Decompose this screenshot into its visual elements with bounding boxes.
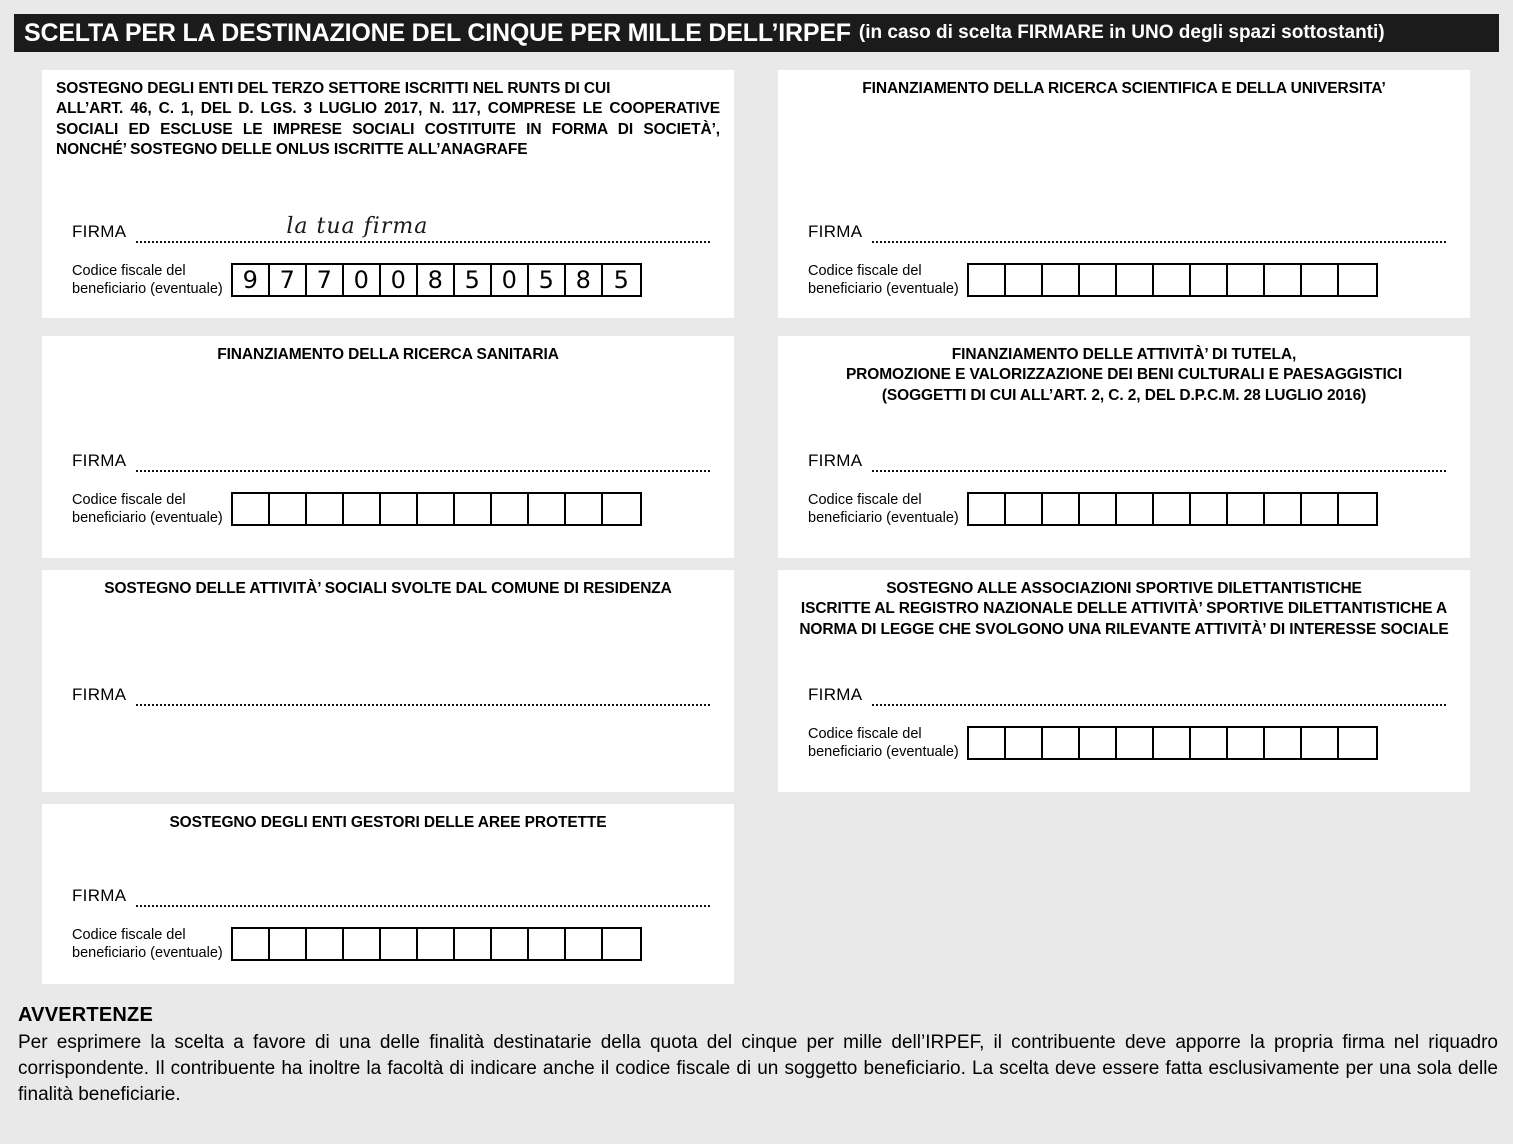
title-line-1: FINANZIAMENTO DELLA RICERCA SANITARIA (217, 346, 559, 363)
cf-cell[interactable] (344, 494, 381, 524)
cf-cell[interactable]: 5 (613, 266, 629, 295)
cf-cell[interactable]: 5 (529, 265, 566, 295)
cf-cell[interactable] (307, 494, 344, 524)
cf-cell[interactable] (1043, 265, 1080, 295)
firma-label: FIRMA (72, 451, 127, 470)
cf-cell[interactable] (1302, 728, 1339, 758)
firma-label: FIRMA (72, 222, 127, 241)
title-line-1: SOSTEGNO DEGLI ENTI DEL TERZO SETTORE ISCRITTI NEL RUNTS DI CUI (56, 80, 611, 97)
cf-row-associazioni-sportive[interactable] (808, 725, 1378, 761)
signature-line[interactable] (136, 889, 710, 907)
firma-label: FIRMA (72, 886, 127, 905)
cf-cell[interactable] (1339, 494, 1376, 524)
cf-label (72, 926, 231, 962)
choice-box-ricerca-sanitaria[interactable] (42, 336, 734, 558)
choice-box-beni-culturali[interactable] (778, 336, 1470, 558)
cf-cell[interactable] (1080, 265, 1117, 295)
choice-box-ricerca-scientifica[interactable] (778, 70, 1470, 318)
cf-cell[interactable] (1228, 265, 1265, 295)
avvertenze-title: AVVERTENZE (18, 1004, 153, 1026)
cf-cell[interactable]: 8 (566, 265, 603, 295)
firma-label: FIRMA (808, 685, 863, 704)
avvertenze-section (18, 1004, 1498, 1109)
choice-title-terzo-settore (42, 70, 734, 161)
cf-cell[interactable] (270, 929, 307, 959)
cf-cell[interactable]: 0 (381, 265, 418, 295)
cf-cell[interactable]: 0 (344, 265, 381, 295)
cf-cell[interactable] (1006, 494, 1043, 524)
cf-label (808, 491, 967, 527)
cf-cell[interactable] (1117, 265, 1154, 295)
cf-label-line-2: beneficiario (eventuale) (72, 945, 223, 962)
cf-cell[interactable] (1302, 265, 1339, 295)
cf-cell[interactable]: 7 (307, 265, 344, 295)
title-line-1: SOSTEGNO DELLE ATTIVITÀ’ SOCIALI SVOLTE DAL COMUNE DI RESIDENZA (104, 580, 672, 597)
cf-cell[interactable] (1117, 494, 1154, 524)
firma-row-comune-residenza[interactable] (72, 685, 710, 706)
cf-cell[interactable] (233, 929, 270, 959)
signature-line[interactable] (136, 214, 710, 243)
cf-cell[interactable] (270, 494, 307, 524)
cf-cell[interactable] (1154, 728, 1191, 758)
cf-cell[interactable] (1154, 265, 1191, 295)
cf-cell[interactable] (1265, 265, 1302, 295)
cf-cell[interactable] (969, 494, 1006, 524)
cf-cell[interactable] (969, 265, 1006, 295)
signature-line[interactable] (872, 225, 1446, 243)
cf-cell[interactable] (492, 494, 529, 524)
cf-label (808, 725, 967, 761)
cf-cell[interactable]: 7 (270, 265, 307, 295)
signature-line[interactable] (136, 454, 710, 472)
cf-input-ricerca-scientifica[interactable] (967, 263, 1378, 297)
firma-label: FIRMA (808, 451, 863, 470)
cf-cell[interactable] (1339, 265, 1376, 295)
cf-cell[interactable] (1043, 494, 1080, 524)
cf-cell[interactable] (381, 494, 418, 524)
title-line-1: FINANZIAMENTO DELLA RICERCA SCIENTIFICA E DELLA UNIVERSITA’ (862, 80, 1386, 97)
firma-row-aree-protette[interactable] (72, 886, 710, 907)
cf-cell[interactable] (1265, 728, 1302, 758)
cf-label (72, 491, 231, 527)
firma-label: FIRMA (808, 222, 863, 241)
choice-box-terzo-settore[interactable] (42, 70, 734, 318)
firma-row-ricerca-scientifica[interactable] (808, 222, 1446, 243)
cf-label (72, 262, 231, 298)
cf-label-line-2: beneficiario (eventuale) (808, 510, 959, 527)
cf-label (808, 262, 967, 298)
cf-cell[interactable] (233, 494, 270, 524)
cf-label-line-1: Codice fiscale del (808, 263, 922, 279)
cf-cell[interactable] (603, 929, 640, 959)
avvertenze-text: Per esprimere la scelta a favore di una delle finalità destinatarie della quota del cinque per mille dell’IRPEF, il contribuente deve apporre la propria firma nel riquadro corrispondente. Il contribuente ha inoltre la facoltà di indicare anche il codice fiscale di un soggetto beneficiario. La scelta deve essere fatta esclusivamente per una sola delle finalità beneficiarie. (18, 1032, 1498, 1106)
cf-cell[interactable] (1080, 728, 1117, 758)
cf-label-line-2: beneficiario (eventuale) (72, 510, 223, 527)
cf-cell[interactable] (1154, 494, 1191, 524)
choice-title-ricerca-sanitaria (42, 336, 734, 365)
choice-box-aree-protette[interactable] (42, 804, 734, 984)
firma-row-ricerca-sanitaria[interactable] (72, 451, 710, 472)
cf-cell[interactable] (1228, 494, 1265, 524)
choice-title-aree-protette (42, 804, 734, 833)
cf-input-aree-protette[interactable] (231, 927, 642, 961)
cf-label-line-1: Codice fiscale del (808, 492, 922, 508)
cf-cell[interactable] (1265, 494, 1302, 524)
cf-label-line-1: Codice fiscale del (72, 492, 186, 508)
cf-cell[interactable] (344, 929, 381, 959)
cf-cell[interactable] (969, 728, 1006, 758)
cf-label-line-2: beneficiario (eventuale) (72, 281, 223, 298)
cf-cell[interactable] (1339, 728, 1376, 758)
choice-box-associazioni-sportive[interactable] (778, 570, 1470, 792)
cf-cell[interactable] (1191, 728, 1228, 758)
cf-cell[interactable]: 5 (455, 265, 492, 295)
signature-line[interactable] (136, 688, 710, 706)
title-line-3: NORMA DI LEGGE CHE SVOLGONO UNA RILEVANTE ATTIVITÀ’ DI INTERESSE SOCIALE (799, 620, 1449, 638)
cf-label-line-2: beneficiario (eventuale) (808, 281, 959, 298)
cf-cell[interactable] (1117, 728, 1154, 758)
cf-cell[interactable]: 8 (418, 265, 455, 295)
title-line-1: FINANZIAMENTO DELLE ATTIVITÀ’ DI TUTELA, (951, 346, 1297, 363)
cf-cell[interactable] (1191, 494, 1228, 524)
title-line-3: (SOGGETTI DI CUI ALL’ART. 2, C. 2, DEL D.P.C.M. 28 LUGLIO 2016) (881, 386, 1367, 404)
cf-cell[interactable] (1006, 728, 1043, 758)
title-line-3: SOCIALI ED ESCLUSE LE IMPRESE SOCIALI COSTITUITE IN FORMA DI SOCIETÀ’, (56, 120, 720, 138)
cf-cell[interactable] (455, 929, 492, 959)
firma-row-terzo-settore[interactable] (72, 214, 710, 243)
cf-input-beni-culturali[interactable] (967, 492, 1378, 526)
cf-cell[interactable] (418, 494, 455, 524)
signature-line[interactable] (872, 688, 1446, 706)
cf-input-terzo-settore[interactable] (231, 263, 642, 297)
cf-cell[interactable] (418, 929, 455, 959)
cf-row-ricerca-scientifica[interactable] (808, 262, 1378, 298)
title-line-1: SOSTEGNO ALLE ASSOCIAZIONI SPORTIVE DILETTANTISTICHE (886, 580, 1362, 597)
cf-cell[interactable] (1228, 728, 1265, 758)
cf-label-line-2: beneficiario (eventuale) (808, 744, 959, 761)
cf-cell[interactable] (1080, 494, 1117, 524)
cf-cell[interactable] (566, 494, 603, 524)
cf-input-ricerca-sanitaria[interactable] (231, 492, 642, 526)
choice-title-associazioni-sportive (778, 570, 1470, 640)
title-line-1: SOSTEGNO DEGLI ENTI GESTORI DELLE AREE PROTETTE (169, 814, 607, 831)
firma-row-beni-culturali[interactable] (808, 451, 1446, 472)
cf-cell[interactable] (381, 929, 418, 959)
cf-cell[interactable] (1006, 265, 1043, 295)
title-line-2: PROMOZIONE E VALORIZZAZIONE DEI BENI CULTURALI E PAESAGGISTICI (845, 366, 1403, 384)
cf-label-line-1: Codice fiscale del (72, 263, 186, 279)
firma-row-associazioni-sportive[interactable] (808, 685, 1446, 706)
cf-cell[interactable] (529, 494, 566, 524)
choice-title-ricerca-scientifica (778, 70, 1470, 99)
cf-cell[interactable] (1191, 265, 1228, 295)
cf-cell[interactable] (566, 929, 603, 959)
title-line-4: NONCHÉ’ SOSTEGNO DELLE ONLUS ISCRITTE ALL’ANAGRAFE (56, 141, 528, 159)
form-header (14, 14, 1499, 52)
cf-row-ricerca-sanitaria[interactable] (72, 491, 642, 527)
cf-cell[interactable] (1302, 494, 1339, 524)
cf-cell[interactable] (529, 929, 566, 959)
cf-row-terzo-settore[interactable] (72, 262, 642, 298)
choice-title-comune-residenza (42, 570, 734, 599)
form-title: SCELTA PER LA DESTINAZIONE DEL CINQUE PER MILLE DELL’IRPEF (24, 18, 851, 47)
firma-label: FIRMA (72, 685, 127, 704)
cf-cell[interactable] (455, 494, 492, 524)
cf-cell[interactable]: 0 (492, 265, 529, 295)
form-subtitle: (in caso di scelta FIRMARE in UNO degli spazi sottostanti) (858, 22, 1385, 43)
title-line-2: ISCRITTE AL REGISTRO NAZIONALE DELLE ATTIVITÀ’ SPORTIVE DILETTANTISTICHE A (800, 600, 1448, 618)
cf-cell[interactable] (1043, 728, 1080, 758)
cf-cell[interactable]: 9 (233, 265, 270, 295)
signature-text: la tua firma (286, 214, 429, 239)
cf-row-aree-protette[interactable] (72, 926, 642, 962)
choice-title-beni-culturali (778, 336, 1470, 406)
cf-row-beni-culturali[interactable] (808, 491, 1378, 527)
cf-input-associazioni-sportive[interactable] (967, 726, 1378, 760)
cf-cell[interactable] (307, 929, 344, 959)
signature-line[interactable] (872, 454, 1446, 472)
choice-box-comune-residenza[interactable] (42, 570, 734, 792)
cf-label-line-1: Codice fiscale del (808, 726, 922, 742)
cf-cell[interactable] (603, 494, 640, 524)
title-line-2: ALL’ART. 46, C. 1, DEL D. LGS. 3 LUGLIO 2017, N. 117, COMPRESE LE COOPERATIVE (56, 100, 720, 118)
cf-cell[interactable] (492, 929, 529, 959)
cf-label-line-1: Codice fiscale del (72, 927, 186, 943)
